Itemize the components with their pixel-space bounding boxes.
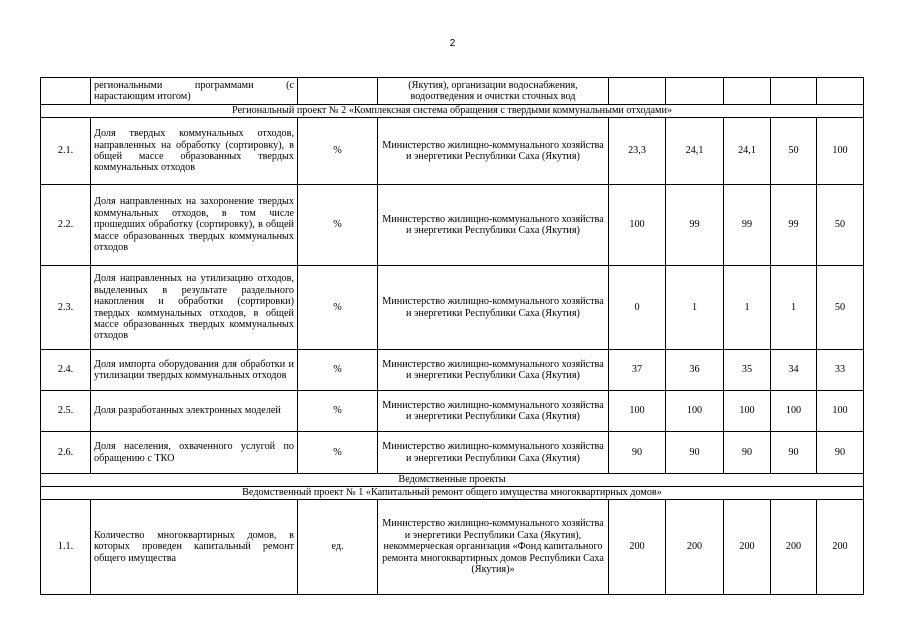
table-row: [41, 118, 864, 185]
value-cell: 200: [817, 500, 864, 595]
page-number: 2: [449, 38, 456, 49]
value-cell: 90: [817, 432, 864, 474]
responsible-cell: (Якутия), организации водоснабжения, водоотведения и очистки сточных вод: [378, 78, 609, 105]
unit-cell: %: [298, 391, 378, 432]
unit-cell: %: [298, 266, 378, 350]
row-number-cell: 2.5.: [41, 391, 91, 432]
value-cell: 35: [724, 350, 771, 391]
indicator-cell: Количество многоквартирных домов, в которых проведен капитальный ремонт общего имущества: [91, 500, 298, 595]
indicators-table: [40, 77, 864, 595]
value-cell: 200: [609, 500, 666, 595]
responsible-cell: Министерство жилищно-коммунального хозяйства и энергетики Республики Саха (Якутия): [378, 391, 609, 432]
unit-cell: %: [298, 350, 378, 391]
unit-cell: %: [298, 432, 378, 474]
table-row: [41, 391, 864, 432]
value-cell: 50: [817, 185, 864, 266]
value-cell: 100: [724, 391, 771, 432]
table-row: [41, 500, 864, 595]
indicator-cell: региональными программами (с нарастающим итогом): [91, 78, 298, 105]
value-cell: 50: [771, 118, 817, 185]
value-cell: 90: [666, 432, 724, 474]
value-cell: 100: [666, 391, 724, 432]
value-cell: 99: [724, 185, 771, 266]
value-cell: 1: [724, 266, 771, 350]
value-cell: 200: [724, 500, 771, 595]
indicator-cell: Доля импорта оборудования для обработки и утилизации твердых коммунальных отходов: [91, 350, 298, 391]
value-cell: [724, 78, 771, 105]
row-number-cell: 2.1.: [41, 118, 91, 185]
value-cell: [666, 78, 724, 105]
value-cell: [817, 78, 864, 105]
row-number-cell: 1.1.: [41, 500, 91, 595]
responsible-cell: Министерство жилищно-коммунального хозяйства и энергетики Республики Саха (Якутия): [378, 118, 609, 185]
value-cell: 36: [666, 350, 724, 391]
value-cell: 33: [817, 350, 864, 391]
value-cell: 100: [609, 391, 666, 432]
section-header-row: [41, 487, 864, 500]
value-cell: 100: [771, 391, 817, 432]
indicator-cell: Доля разработанных электронных моделей: [91, 391, 298, 432]
row-number-cell: 2.2.: [41, 185, 91, 266]
unit-cell: %: [298, 185, 378, 266]
section-header-row: [41, 474, 864, 487]
table-row: [41, 78, 864, 105]
section-header-regional-2: Региональный проект № 2 «Комплексная система обращения с твердыми коммунальными отходами»: [41, 105, 864, 118]
responsible-cell: Министерство жилищно-коммунального хозяйства и энергетики Республики Саха (Якутия), некоммерческая организация «Фонд капитального ремонта многоквартирных домов Республики Саха (Якутия)»: [378, 500, 609, 595]
value-cell: 1: [666, 266, 724, 350]
value-cell: 200: [666, 500, 724, 595]
section-header-departmental: Ведомственные проекты: [41, 474, 864, 487]
value-cell: 90: [771, 432, 817, 474]
value-cell: 90: [609, 432, 666, 474]
value-cell: 1: [771, 266, 817, 350]
row-number-cell: 2.4.: [41, 350, 91, 391]
responsible-cell: Министерство жилищно-коммунального хозяйства и энергетики Республики Саха (Якутия): [378, 432, 609, 474]
value-cell: 99: [666, 185, 724, 266]
table-row: [41, 185, 864, 266]
value-cell: 100: [817, 118, 864, 185]
responsible-cell: Министерство жилищно-коммунального хозяйства и энергетики Республики Саха (Якутия): [378, 185, 609, 266]
unit-cell: ед.: [298, 500, 378, 595]
row-number-cell: 2.6.: [41, 432, 91, 474]
indicator-cell: Доля направленных на захоронение твердых коммунальных отходов, в том числе прошедших обработку (сортировку), в общей массе образованных твердых коммунальных отходов: [91, 185, 298, 266]
value-cell: [609, 78, 666, 105]
section-header-row: [41, 105, 864, 118]
value-cell: 24,1: [666, 118, 724, 185]
value-cell: 100: [817, 391, 864, 432]
section-header-departmental-1: Ведомственный проект № 1 «Капитальный ремонт общего имущества многоквартирных домов»: [41, 487, 864, 500]
value-cell: 99: [771, 185, 817, 266]
responsible-cell: Министерство жилищно-коммунального хозяйства и энергетики Республики Саха (Якутия): [378, 266, 609, 350]
value-cell: 23,3: [609, 118, 666, 185]
value-cell: 0: [609, 266, 666, 350]
table-row: [41, 266, 864, 350]
indicator-cell: Доля населения, охваченного услугой по обращению с ТКО: [91, 432, 298, 474]
unit-cell: %: [298, 118, 378, 185]
value-cell: [771, 78, 817, 105]
row-number-cell: 2.3.: [41, 266, 91, 350]
indicator-cell: Доля направленных на утилизацию отходов, выделенных в результате раздельного накопления и обработки (сортировки) твердых коммунальных отходов, в общей массе образованных твердых коммунальных отходов: [91, 266, 298, 350]
unit-cell: [298, 78, 378, 105]
value-cell: 100: [609, 185, 666, 266]
responsible-cell: Министерство жилищно-коммунального хозяйства и энергетики Республики Саха (Якутия): [378, 350, 609, 391]
value-cell: 37: [609, 350, 666, 391]
value-cell: 34: [771, 350, 817, 391]
table-row: [41, 432, 864, 474]
row-number-cell: [41, 78, 91, 105]
value-cell: 50: [817, 266, 864, 350]
indicator-cell: Доля твердых коммунальных отходов, направленных на обработку (сортировку), в общей массе образованных твердых коммунальных отходов: [91, 118, 298, 185]
value-cell: 200: [771, 500, 817, 595]
value-cell: 24,1: [724, 118, 771, 185]
value-cell: 90: [724, 432, 771, 474]
table-row: [41, 350, 864, 391]
